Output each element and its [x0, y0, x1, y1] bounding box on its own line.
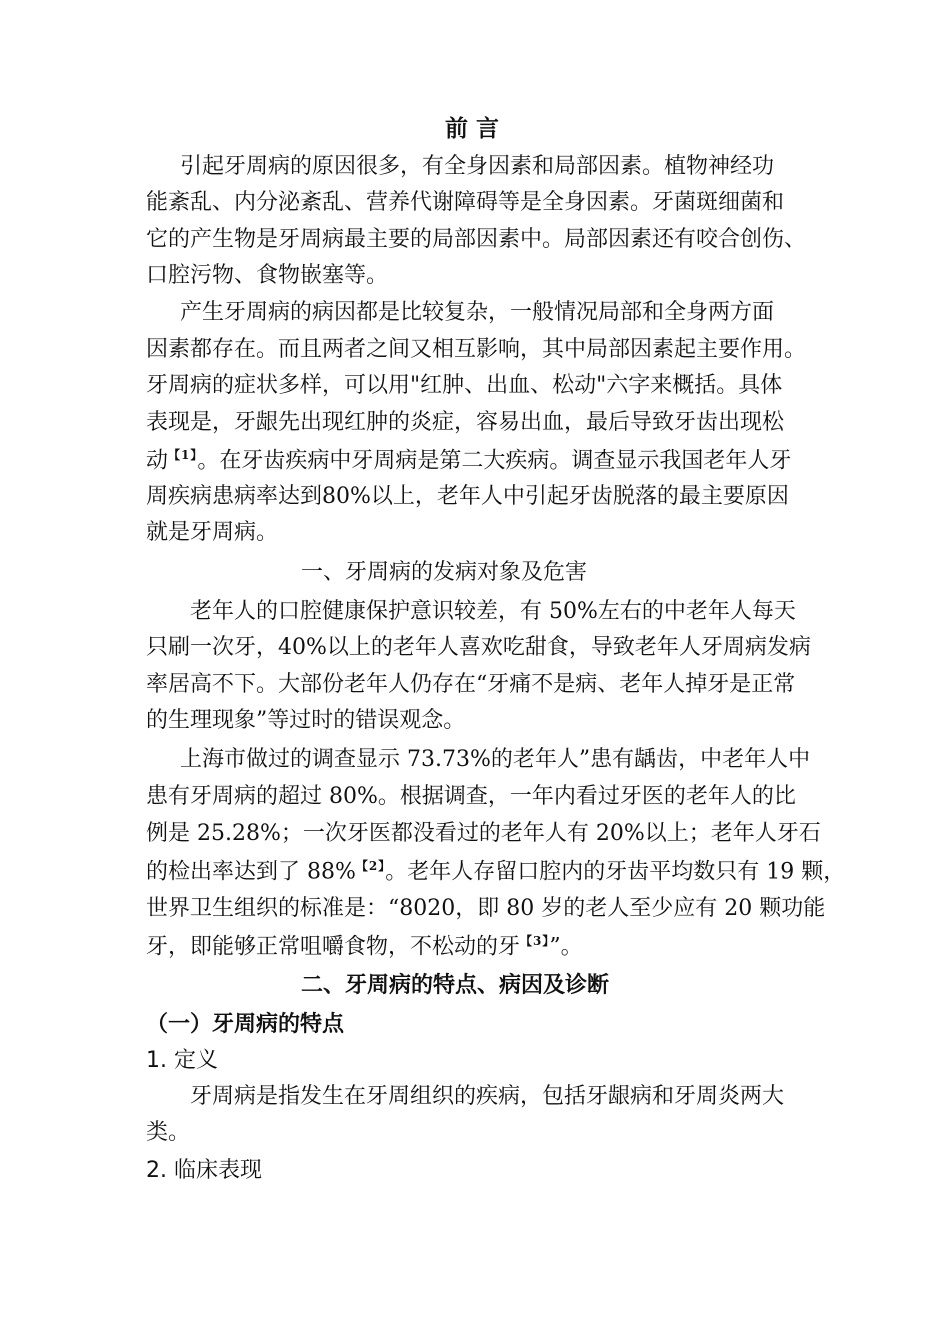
text-run: 动 [146, 448, 169, 474]
text-run: 。老年人存留口腔内的牙齿平均数只有 19 颗， [385, 859, 846, 885]
page-title: 前 言 [445, 116, 500, 142]
paragraph-line: 上海市做过的调查显示 73.73%的老年人”患有龋齿，中老年人中 [180, 747, 811, 772]
paragraph-line: 因素都存在。而且两者之间又相互影响，其中局部因素起主要作用。 [146, 337, 807, 362]
paragraph-line: 老年人的口腔健康保护意识较差，有 50%左右的中老年人每天 [190, 599, 796, 624]
paragraph-line: 牙周病是指发生在牙周组织的疾病，包括牙龈病和牙周炎两大 [190, 1084, 785, 1109]
paragraph-line: 周疾病患病率达到80%以上，老年人中引起牙齿脱落的最主要原因 [146, 484, 789, 509]
section-heading: 一、牙周病的发病对象及危害 [301, 560, 588, 585]
paragraph-line [146, 935, 583, 958]
paragraph-line: 它的产生物是牙周病最主要的局部因素中。局部因素还有咬合创伤、 [146, 227, 807, 252]
citation-ref: 【3】 [520, 934, 550, 948]
paragraph-line: 的生理现象”等过时的错误观念。 [146, 708, 466, 733]
citation-ref: 【1】 [168, 448, 198, 462]
section-heading: 二、牙周病的特点、病因及诊断 [301, 973, 610, 998]
paragraph-line: 世界卫生组织的标准是：“8020，即 80 岁的老人至少应有 20 颗功能 [146, 896, 826, 921]
paragraph-line: 牙周病的症状多样，可以用"红肿、出血、松动"六字来概括。具体 [146, 373, 783, 398]
text-run: 。在牙齿疾病中牙周病是第二大疾病。调查显示我国老年人牙 [197, 448, 792, 474]
paragraph-line: 引起牙周病的原因很多，有全身因素和局部因素。植物神经功 [180, 154, 775, 179]
paragraph-line: 能紊乱、内分泌紊乱、营养代谢障碍等是全身因素。牙菌斑细菌和 [146, 190, 785, 215]
paragraph-line [146, 860, 845, 883]
item-heading: 1. 定义 [146, 1048, 218, 1073]
paragraph-line: 就是牙周病。 [146, 520, 279, 545]
citation-ref: 【2】 [355, 859, 386, 873]
paragraph-line [146, 449, 791, 472]
paragraph-line: 率居高不下。大部份老年人仍存在“牙痛不是病、老年人掉牙是正常 [146, 672, 796, 697]
paragraph-line: 例是 25.28%；一次牙医都没看过的老年人有 20%以上；老年人牙石 [146, 821, 821, 846]
text-run: 的检出率达到了 88% [146, 859, 356, 885]
paragraph-line: 产生牙周病的病因都是比较复杂，一般情况局部和全身两方面 [180, 300, 775, 325]
item-heading: 2. 临床表现 [146, 1158, 262, 1183]
subsection-heading: （一）牙周病的特点 [146, 1012, 345, 1037]
paragraph-line: 表现是，牙龈先出现红肿的炎症，容易出血，最后导致牙齿出现松 [146, 410, 785, 435]
paragraph-line: 只刷一次牙，40%以上的老年人喜欢吃甜食，导致老年人牙周病发病 [146, 635, 811, 660]
paragraph-line: 患有牙周病的超过 80%。根据调查，一年内看过牙医的老年人的比 [146, 784, 796, 809]
paragraph-line: 口腔污物、食物嵌塞等。 [146, 263, 389, 288]
paragraph-line: 类。 [146, 1120, 191, 1145]
text-run: ”。 [549, 934, 583, 960]
text-run: 牙，即能够正常咀嚼食物，不松动的牙 [146, 934, 521, 960]
